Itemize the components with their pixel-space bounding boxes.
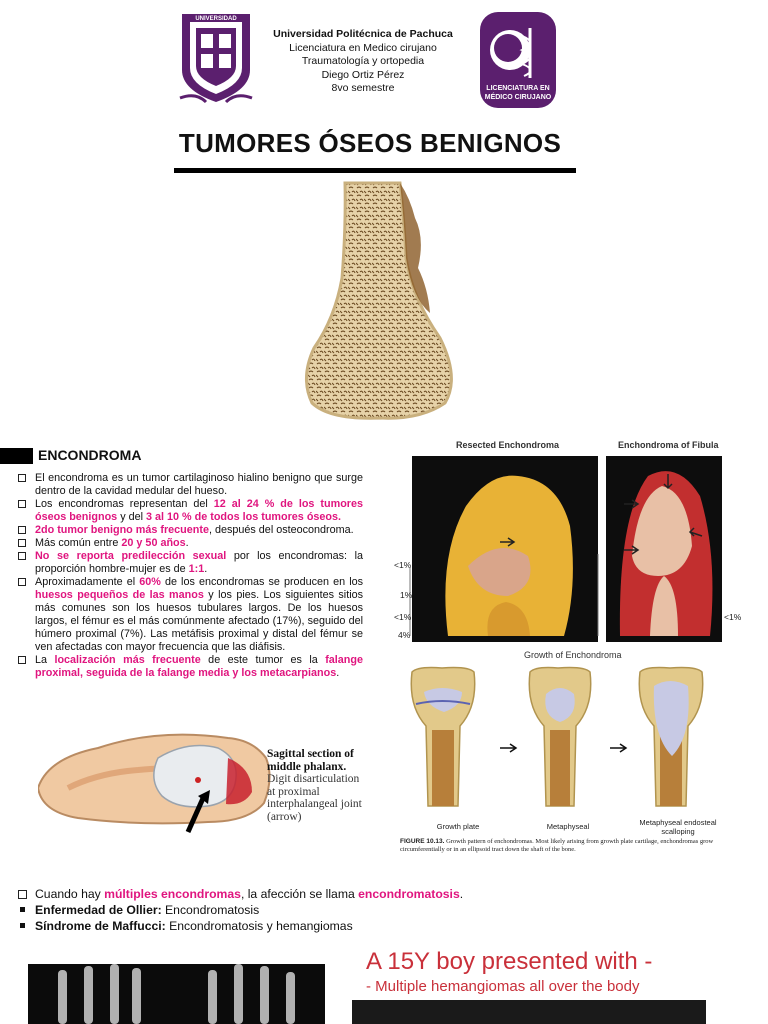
text-run: de los encondromas se producen en los — [160, 576, 363, 588]
slide-heading: A 15Y boy presented with - — [366, 948, 653, 975]
checkbox-bullet-icon — [18, 474, 26, 482]
stage-label-metaphyseal: Metaphyseal — [546, 822, 590, 831]
pct-label: 1% — [400, 590, 413, 600]
checkbox-bullet-icon — [18, 526, 26, 534]
text-run: . — [185, 537, 189, 549]
femur-section-illustration — [300, 178, 460, 423]
bullet-item — [18, 472, 363, 498]
stage-label-growth-plate: Growth plate — [436, 822, 480, 831]
growth-bone-2 — [529, 668, 590, 807]
bullet-item — [18, 524, 363, 537]
phalanx-caption — [267, 748, 367, 823]
text-run: de este tumor es la — [200, 654, 326, 666]
figure-caption-text: Growth pattern of enchondromas. Most likely arising from growth plate cartilage, enchondromas grow circumferentially or in an ellipsoid tract down the shaft of the bone. — [400, 838, 714, 853]
text-run: y los pies. Los siguientes sitios más comunes son los huesos tubulares largos. De los huesos largos, el fémur es el más comúnmente afectado (17%), seguido del húmero proximal (7%). Las metáfisis proximal y distal del fémur se ven afectadas con mayor frecuencia que las diáfisis. — [35, 589, 363, 653]
text-run: . — [459, 887, 464, 901]
figure-caption — [400, 838, 756, 854]
checkbox-bullet-icon — [18, 578, 26, 586]
highlighted-text: múltiples encondromas — [104, 887, 241, 901]
highlighted-text: No se reporta predilección sexual — [35, 550, 227, 562]
ollier-label: Enfermedad de Ollier: — [35, 903, 162, 917]
stage-label-scalloping: Metaphyseal endosteal scalloping — [639, 818, 717, 836]
medical-program-logo — [478, 10, 558, 110]
logo-text-1: LICENCIATURA EN — [486, 85, 550, 92]
highlighted-text: 3 al 10 % de todos los tumores óseos. — [146, 511, 342, 523]
maffucci-label: Síndrome de Maffucci: — [35, 919, 166, 933]
text-run: Los encondromas representan del — [35, 498, 214, 510]
bullet-item — [18, 576, 363, 654]
pct-label: 4% — [398, 630, 411, 640]
text-run: . — [204, 563, 208, 575]
phalanx-caption-head: Sagittal section of middle phalanx. — [267, 748, 354, 773]
section-heading: ENCONDROMA — [38, 447, 142, 463]
pct-label: <1% — [394, 560, 412, 570]
label-fibula-enchondroma: Enchondroma of Fibula — [618, 440, 719, 450]
text-run: Cuando hay — [35, 887, 105, 901]
list-item-encondromatosis — [18, 886, 578, 902]
checkbox-bullet-icon — [18, 539, 26, 547]
highlighted-text: huesos pequeños de las manos — [35, 589, 204, 601]
label-resected-enchondroma: Resected Enchondroma — [456, 440, 560, 450]
case-slide — [352, 946, 706, 1024]
highlighted-text: encondromatosis — [358, 887, 460, 901]
header-info — [258, 28, 468, 96]
slide-photo — [352, 1000, 706, 1024]
maffucci-text: Encondromatosis y hemangiomas — [165, 919, 353, 933]
text-run: Más común entre — [35, 537, 122, 549]
text-run: por los encondromas: la proporción hombre-mujer es de — [35, 550, 363, 575]
text-run: La — [35, 654, 55, 666]
checkbox-bullet-icon — [18, 656, 26, 664]
text-run: Aproximadamente el — [35, 576, 140, 588]
text-run: . — [336, 667, 340, 679]
phalanx-caption-body: Digit disarticulation at proximal interphalangeal joint (arrow) — [267, 773, 362, 823]
title-underline — [174, 168, 576, 173]
bullet-item — [18, 498, 363, 524]
highlighted-text: 12 al 24 % de los tumores óseos benignos — [35, 498, 363, 523]
bullet-item — [18, 654, 363, 680]
highlighted-text: 2do tumor benigno más frecuente — [35, 524, 209, 536]
pct-label: <1% — [724, 612, 742, 622]
semester: 8vo semestre — [331, 82, 395, 94]
bullet-item — [18, 537, 363, 550]
university-name: Universidad Politécnica de Pachuca — [273, 28, 453, 40]
program-name: Licenciatura en Medico cirujano — [289, 41, 437, 54]
svg-text:UNIVERSIDAD: UNIVERSIDAD — [195, 16, 237, 22]
square-bullet-icon — [20, 923, 25, 928]
ollier-text: Encondromatosis — [161, 903, 260, 917]
square-bullet-icon — [20, 907, 25, 912]
checkbox-bullet-icon — [18, 552, 26, 560]
list-item-ollier — [18, 902, 578, 918]
text-run: , después del osteocondroma. — [208, 524, 354, 536]
bottom-list — [18, 886, 578, 934]
university-seal-logo — [176, 8, 256, 108]
hand-xray-image — [28, 964, 325, 1024]
highlighted-text: 20 y 50 años — [121, 537, 186, 549]
highlighted-text: falange proximal, seguida de la falange media y los metacarpianos — [35, 654, 363, 679]
label-growth-of-enchondroma: Growth of Enchondroma — [524, 650, 622, 660]
author-name: Diego Ortiz Pérez — [321, 68, 405, 81]
slide-subheading: - Multiple hemangiomas all over the body — [366, 978, 640, 995]
enchondroma-figure — [388, 436, 756, 862]
checkbox-bullet-icon — [18, 890, 27, 899]
growth-bone-1 — [411, 668, 474, 807]
page-title: TUMORES ÓSEOS BENIGNOS — [178, 128, 562, 158]
encondroma-bullet-list — [18, 472, 363, 680]
highlighted-text: 1:1 — [188, 563, 205, 575]
highlighted-text: localización más frecuente — [54, 654, 201, 666]
text-run: , la afección se llama — [240, 887, 359, 901]
list-item-maffucci — [18, 918, 578, 934]
highlighted-text: 60% — [139, 576, 161, 588]
checkbox-bullet-icon — [18, 500, 26, 508]
logo-text-2: MÉDICO CIRUJANO — [484, 94, 552, 101]
course-name: Traumatología y ortopedia — [301, 55, 425, 67]
growth-bone-3 — [639, 668, 702, 807]
section-marker — [0, 448, 33, 464]
pct-label: <1% — [394, 612, 412, 622]
figure-caption-number: FIGURE 10.13. — [400, 838, 445, 845]
text-run: y del — [117, 511, 147, 523]
bullet-item — [18, 550, 363, 576]
text-run: El encondroma es un tumor cartilaginoso hialino benigno que surge dentro de la cavidad medular del hueso. — [35, 472, 363, 497]
